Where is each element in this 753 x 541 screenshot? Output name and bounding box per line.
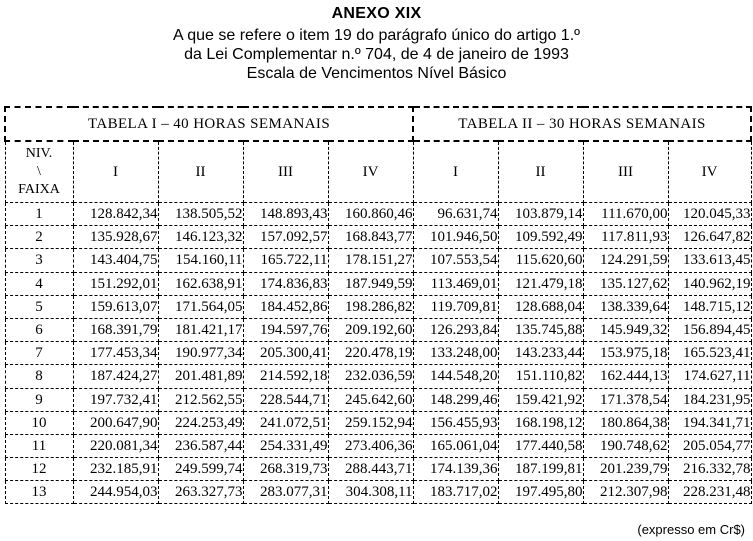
- value-cell-t2-2: 168.198,12: [498, 411, 583, 434]
- col-header-t1-ii: II: [158, 141, 243, 203]
- value-cell-t2-3: 162.444,13: [583, 365, 668, 388]
- table-row: [5, 272, 751, 295]
- value-cell-t1-3: 174.836,83: [243, 272, 328, 295]
- value-cell-t2-2: 109.592,49: [498, 226, 583, 249]
- value-cell-t1-2: 146.123,32: [158, 226, 243, 249]
- value-cell-t2-4: 156.894,45: [668, 318, 751, 341]
- value-cell-t2-2: 128.688,04: [498, 295, 583, 318]
- value-cell-t2-3: 201.239,79: [583, 458, 668, 481]
- value-cell-t2-3: 171.378,54: [583, 388, 668, 411]
- value-cell-t2-3: 153.975,18: [583, 342, 668, 365]
- value-cell-t1-4: 160.860,46: [328, 203, 413, 226]
- value-cell-t2-3: 135.127,62: [583, 272, 668, 295]
- value-cell-t1-4: 288.443,71: [328, 458, 413, 481]
- col-header-t1-iii: III: [243, 141, 328, 203]
- header-line-2: da Lei Complementar n.º 704, de 4 de janeiro de 1993: [184, 46, 569, 63]
- value-cell-t1-1: 187.424,27: [73, 365, 158, 388]
- value-cell-t2-1: 183.717,02: [413, 481, 498, 504]
- value-cell-t2-1: 113.469,01: [413, 272, 498, 295]
- value-cell-t2-1: 144.548,20: [413, 365, 498, 388]
- value-cell-t1-2: 224.253,49: [158, 411, 243, 434]
- table-row: [5, 434, 751, 457]
- value-cell-t2-3: 117.811,93: [583, 226, 668, 249]
- value-cell-t2-1: 133.248,00: [413, 342, 498, 365]
- faixa-cell: 10: [5, 411, 73, 434]
- backslash-label: \: [37, 164, 41, 179]
- col-header-t2-iv: IV: [668, 141, 751, 203]
- faixa-cell: 5: [5, 295, 73, 318]
- value-cell-t2-2: 121.479,18: [498, 272, 583, 295]
- value-cell-t2-4: 174.627,11: [668, 365, 751, 388]
- currency-note: (expresso em Cr$): [637, 522, 745, 537]
- value-cell-t1-3: 214.592,18: [243, 365, 328, 388]
- value-cell-t2-4: 205.054,77: [668, 434, 751, 457]
- value-cell-t1-1: 143.404,75: [73, 249, 158, 272]
- table-row: [5, 226, 751, 249]
- faixa-cell: 6: [5, 318, 73, 341]
- value-cell-t1-1: 200.647,90: [73, 411, 158, 434]
- value-cell-t1-3: 148.893,43: [243, 203, 328, 226]
- faixa-cell: 2: [5, 226, 73, 249]
- value-cell-t2-3: 124.291,59: [583, 249, 668, 272]
- value-cell-t1-4: 198.286,82: [328, 295, 413, 318]
- table-row: [5, 249, 751, 272]
- value-cell-t2-1: 119.709,81: [413, 295, 498, 318]
- value-cell-t2-4: 148.715,12: [668, 295, 751, 318]
- table-row: [5, 388, 751, 411]
- value-cell-t1-2: 154.160,11: [158, 249, 243, 272]
- value-cell-t1-1: 197.732,41: [73, 388, 158, 411]
- value-cell-t1-2: 162.638,91: [158, 272, 243, 295]
- value-cell-t2-4: 184.231,95: [668, 388, 751, 411]
- salary-table: [4, 106, 752, 504]
- value-cell-t1-1: 128.842,34: [73, 203, 158, 226]
- value-cell-t1-4: 259.152,94: [328, 411, 413, 434]
- value-cell-t1-3: 194.597,76: [243, 318, 328, 341]
- table-group-2-header: TABELA II – 30 HORAS SEMANAIS: [413, 107, 751, 141]
- value-cell-t2-4: 228.231,48: [668, 481, 751, 504]
- table-row: [5, 342, 751, 365]
- value-cell-t1-3: 184.452,86: [243, 295, 328, 318]
- faixa-cell: 13: [5, 481, 73, 504]
- value-cell-t2-2: 151.110,82: [498, 365, 583, 388]
- value-cell-t1-4: 232.036,59: [328, 365, 413, 388]
- value-cell-t2-1: 126.293,84: [413, 318, 498, 341]
- value-cell-t1-2: 263.327,73: [158, 481, 243, 504]
- column-header-row: [5, 141, 751, 203]
- value-cell-t1-2: 236.587,44: [158, 434, 243, 457]
- value-cell-t2-2: 187.199,81: [498, 458, 583, 481]
- value-cell-t2-1: 96.631,74: [413, 203, 498, 226]
- value-cell-t2-1: 101.946,50: [413, 226, 498, 249]
- value-cell-t2-2: 143.233,44: [498, 342, 583, 365]
- col-header-t1-iv: IV: [328, 141, 413, 203]
- table-row: [5, 295, 751, 318]
- col-header-t1-i: I: [73, 141, 158, 203]
- value-cell-t2-3: 212.307,98: [583, 481, 668, 504]
- faixa-cell: 3: [5, 249, 73, 272]
- faixa-label: FAIXA: [18, 182, 60, 197]
- value-cell-t2-2: 103.879,14: [498, 203, 583, 226]
- value-cell-t1-1: 177.453,34: [73, 342, 158, 365]
- faixa-cell: 9: [5, 388, 73, 411]
- value-cell-t2-4: 216.332,78: [668, 458, 751, 481]
- group-header-row: [5, 107, 751, 141]
- faixa-cell: 7: [5, 342, 73, 365]
- value-cell-t1-3: 165.722,11: [243, 249, 328, 272]
- faixa-cell: 12: [5, 458, 73, 481]
- document-header: [0, 4, 753, 83]
- value-cell-t1-1: 151.292,01: [73, 272, 158, 295]
- value-cell-t2-2: 135.745,88: [498, 318, 583, 341]
- value-cell-t1-3: 283.077,31: [243, 481, 328, 504]
- value-cell-t1-2: 171.564,05: [158, 295, 243, 318]
- value-cell-t1-4: 273.406,36: [328, 434, 413, 457]
- header-line-3: Escala de Vencimentos Nível Básico: [246, 65, 507, 82]
- value-cell-t1-1: 232.185,91: [73, 458, 158, 481]
- value-cell-t1-4: 168.843,77: [328, 226, 413, 249]
- value-cell-t1-3: 268.319,73: [243, 458, 328, 481]
- value-cell-t1-3: 254.331,49: [243, 434, 328, 457]
- table-row: [5, 318, 751, 341]
- col-header-t2-iii: III: [583, 141, 668, 203]
- table-group-1-header: TABELA I – 40 HORAS SEMANAIS: [5, 107, 413, 141]
- value-cell-t2-4: 126.647,82: [668, 226, 751, 249]
- table-row: [5, 411, 751, 434]
- value-cell-t1-2: 249.599,74: [158, 458, 243, 481]
- value-cell-t2-1: 156.455,93: [413, 411, 498, 434]
- value-cell-t2-4: 194.341,71: [668, 411, 751, 434]
- value-cell-t1-2: 190.977,34: [158, 342, 243, 365]
- col-header-t2-i: I: [413, 141, 498, 203]
- faixa-cell: 4: [5, 272, 73, 295]
- value-cell-t2-1: 107.553,54: [413, 249, 498, 272]
- value-cell-t1-1: 244.954,03: [73, 481, 158, 504]
- table-row: [5, 481, 751, 504]
- value-cell-t1-2: 201.481,89: [158, 365, 243, 388]
- value-cell-t1-1: 220.081,34: [73, 434, 158, 457]
- value-cell-t1-1: 168.391,79: [73, 318, 158, 341]
- value-cell-t2-3: 180.864,38: [583, 411, 668, 434]
- value-cell-t1-1: 135.928,67: [73, 226, 158, 249]
- value-cell-t2-2: 159.421,92: [498, 388, 583, 411]
- value-cell-t1-3: 205.300,41: [243, 342, 328, 365]
- value-cell-t1-1: 159.613,07: [73, 295, 158, 318]
- value-cell-t1-4: 220.478,19: [328, 342, 413, 365]
- value-cell-t2-1: 174.139,36: [413, 458, 498, 481]
- value-cell-t1-3: 241.072,51: [243, 411, 328, 434]
- table-row: [5, 365, 751, 388]
- table-row: [5, 458, 751, 481]
- value-cell-t2-3: 111.670,00: [583, 203, 668, 226]
- niv-label: NIV.: [25, 146, 53, 161]
- value-cell-t1-4: 209.192,60: [328, 318, 413, 341]
- value-cell-t2-4: 165.523,41: [668, 342, 751, 365]
- value-cell-t1-4: 178.151,27: [328, 249, 413, 272]
- col-header-t2-ii: II: [498, 141, 583, 203]
- value-cell-t2-2: 197.495,80: [498, 481, 583, 504]
- value-cell-t1-3: 228.544,71: [243, 388, 328, 411]
- value-cell-t2-4: 120.045,33: [668, 203, 751, 226]
- faixa-cell: 8: [5, 365, 73, 388]
- faixa-cell: 11: [5, 434, 73, 457]
- value-cell-t1-2: 212.562,55: [158, 388, 243, 411]
- value-cell-t1-3: 157.092,57: [243, 226, 328, 249]
- annex-title: ANEXO XIX: [331, 5, 422, 22]
- value-cell-t1-2: 181.421,17: [158, 318, 243, 341]
- value-cell-t1-4: 187.949,59: [328, 272, 413, 295]
- niv-faixa-header: [5, 141, 73, 203]
- table-row: [5, 203, 751, 226]
- value-cell-t2-3: 145.949,32: [583, 318, 668, 341]
- value-cell-t1-4: 245.642,60: [328, 388, 413, 411]
- value-cell-t2-2: 177.440,58: [498, 434, 583, 457]
- value-cell-t2-2: 115.620,60: [498, 249, 583, 272]
- value-cell-t2-3: 190.748,62: [583, 434, 668, 457]
- value-cell-t2-3: 138.339,64: [583, 295, 668, 318]
- value-cell-t1-2: 138.505,52: [158, 203, 243, 226]
- value-cell-t2-1: 148.299,46: [413, 388, 498, 411]
- value-cell-t1-4: 304.308,11: [328, 481, 413, 504]
- faixa-cell: 1: [5, 203, 73, 226]
- value-cell-t2-1: 165.061,04: [413, 434, 498, 457]
- value-cell-t2-4: 140.962,19: [668, 272, 751, 295]
- value-cell-t2-4: 133.613,45: [668, 249, 751, 272]
- header-line-1: A que se refere o item 19 do parágrafo único do artigo 1.º: [173, 27, 580, 44]
